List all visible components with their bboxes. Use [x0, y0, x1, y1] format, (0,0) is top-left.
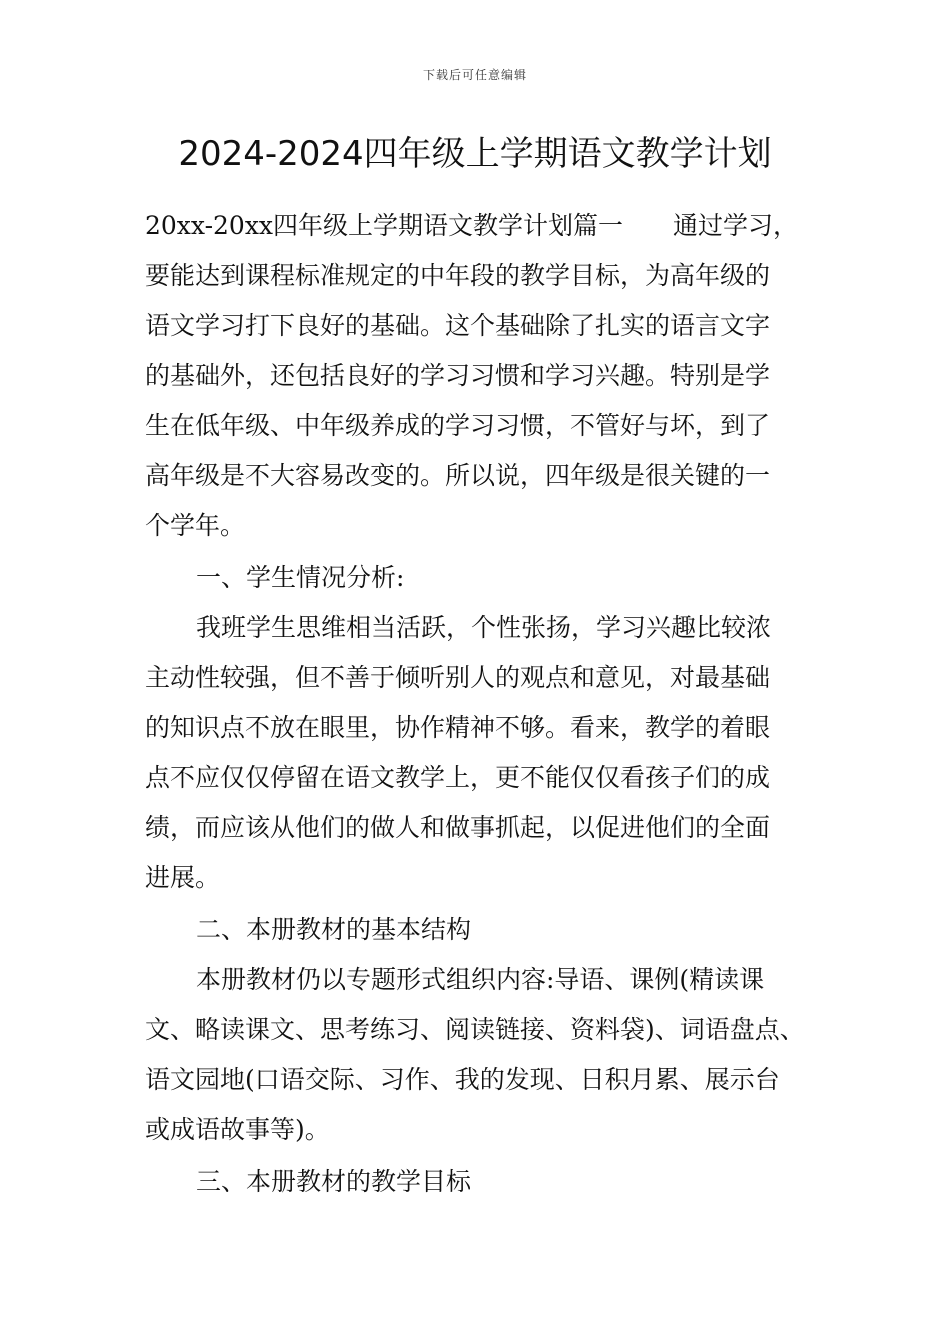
intro-line: 语文学习打下良好的基础。这个基础除了扎实的语言文字 — [145, 311, 771, 340]
section2-line: 语文园地(口语交际、习作、我的发现、日积月累、展示台 — [145, 1065, 780, 1094]
section1-line: 的知识点不放在眼里，协作精神不够。看来，教学的着眼 — [145, 713, 771, 742]
section-heading-textbook-structure: 二、本册教材的基本结构 — [196, 915, 472, 944]
intro-line: 高年级是不大容易改变的。所以说，四年级是很关键的一 — [145, 461, 771, 490]
intro-line: 的基础外，还包括良好的学习习惯和学习兴趣。特别是学 — [145, 361, 771, 390]
intro-first-line — [145, 201, 825, 251]
intro-line: 个学年。 — [145, 511, 246, 540]
intro-lead: 20xx-20xx四年级上学期语文教学计划篇一 — [145, 211, 624, 240]
section2-line: 文、略读课文、思考练习、阅读链接、资料袋)、词语盘点、 — [145, 1015, 805, 1044]
document-body — [145, 201, 825, 1207]
section-heading-student-analysis: 一、学生情况分析: — [196, 563, 405, 592]
document-title: 2024-2024四年级上学期语文教学计划 — [178, 134, 772, 174]
section2-line: 或成语故事等)。 — [145, 1115, 330, 1144]
section-heading-teaching-goals: 三、本册教材的教学目标 — [196, 1167, 472, 1196]
section1-line: 进展。 — [145, 863, 221, 892]
intro-line-tail: 通过学习， — [673, 211, 799, 240]
section1-line: 绩，而应该从他们的做人和做事抓起，以促进他们的全面 — [145, 813, 771, 842]
section1-line: 主动性较强，但不善于倾听别人的观点和意见，对最基础 — [145, 663, 771, 692]
intro-line: 要能达到课程标准规定的中年段的教学目标，为高年级的 — [145, 261, 771, 290]
intro-line: 生在低年级、中年级养成的学习习惯，不管好与坏，到了 — [145, 411, 771, 440]
section2-line: 本册教材仍以专题形式组织内容:导语、课例(精读课 — [196, 965, 765, 994]
section1-line: 点不应仅仅停留在语文教学上，更不能仅仅看孩子们的成 — [145, 763, 771, 792]
header-note: 下载后可任意编辑 — [422, 68, 527, 82]
section1-line: 我班学生思维相当活跃，个性张扬，学习兴趣比较浓 — [196, 613, 772, 642]
